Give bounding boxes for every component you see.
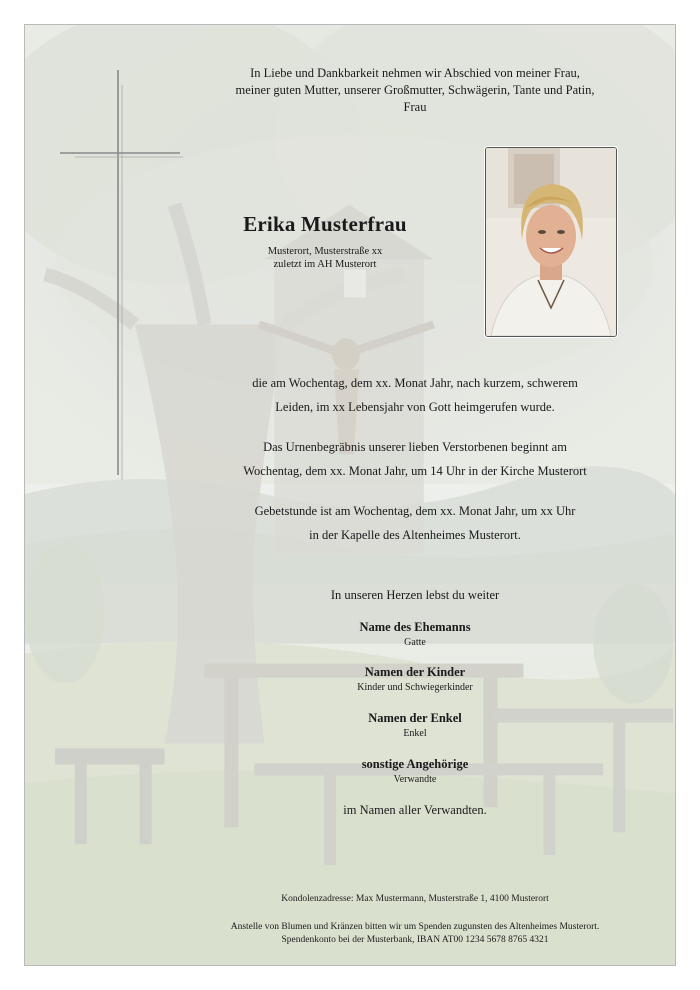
relative-entry <box>215 665 615 693</box>
closing-line: im Namen aller Verwandten. <box>343 803 487 817</box>
donation-note <box>125 921 676 947</box>
burial-line-2: Wochentag, dem xx. Monat Jahr, um 14 Uhr in der Kirche Musterort <box>243 464 587 478</box>
intro-text <box>205 65 625 116</box>
motto: In unseren Herzen lebst du weiter <box>330 588 500 602</box>
intro-line-2: meiner guten Mutter, unserer Großmutter, Schwägerin, Tante und Patin, <box>235 83 595 97</box>
relative-entry <box>215 711 615 739</box>
portrait-image <box>486 148 616 336</box>
condolence-address: Kondolenzadresse: Max Mustermann, Musterstraße 1, 4100 Musterort <box>281 894 549 904</box>
deceased-name: Erika Musterfrau <box>243 212 407 236</box>
death-line-1: die am Wochentag, dem xx. Monat Jahr, nach kurzem, schwerem <box>252 376 578 390</box>
relative-name: Namen der Enkel <box>368 711 462 725</box>
prayer-line-1: Gebetstunde ist am Wochentag, dem xx. Monat Jahr, um xx Uhr <box>254 504 576 518</box>
relative-entry <box>215 757 615 785</box>
deceased-address-block <box>235 245 415 271</box>
donation-line-2: Spendenkonto bei der Musterbank, IBAN AT00 1234 5678 8765 4321 <box>281 935 549 945</box>
relative-relation: Verwandte <box>393 774 437 785</box>
death-line-2: Leiden, im xx Lebensjahr von Gott heimgerufen wurde. <box>275 400 555 414</box>
relative-relation: Gatte <box>404 637 426 648</box>
relative-name: Namen der Kinder <box>364 665 466 679</box>
relative-relation: Enkel <box>403 728 427 739</box>
relative-relation: Kinder und Schwiegerkinder <box>357 682 473 693</box>
portrait-photo <box>485 147 617 337</box>
relative-name: sonstige Angehörige <box>361 757 469 771</box>
burial-info <box>165 435 665 483</box>
donation-line-1: Anstelle von Blumen und Kränzen bitten wir um Spenden zugunsten des Altenheimes Musterort. <box>230 922 600 932</box>
prayer-line-2: in der Kapelle des Altenheimes Musterort. <box>309 528 521 542</box>
burial-line-1: Das Urnenbegräbnis unserer lieben Verstorbenen beginnt am <box>263 440 567 454</box>
relative-entry <box>215 620 615 648</box>
relative-name: Name des Ehemanns <box>359 620 471 634</box>
intro-line-3: Frau <box>403 100 427 114</box>
deceased-last-residence: zuletzt im AH Musterort <box>273 259 377 270</box>
death-announcement <box>165 371 665 419</box>
obituary-card <box>24 24 676 966</box>
deceased-address: Musterort, Musterstraße xx <box>267 246 383 257</box>
intro-line-1: In Liebe und Dankbarkeit nehmen wir Abschied von meiner Frau, <box>250 66 580 80</box>
prayer-info <box>165 499 665 547</box>
